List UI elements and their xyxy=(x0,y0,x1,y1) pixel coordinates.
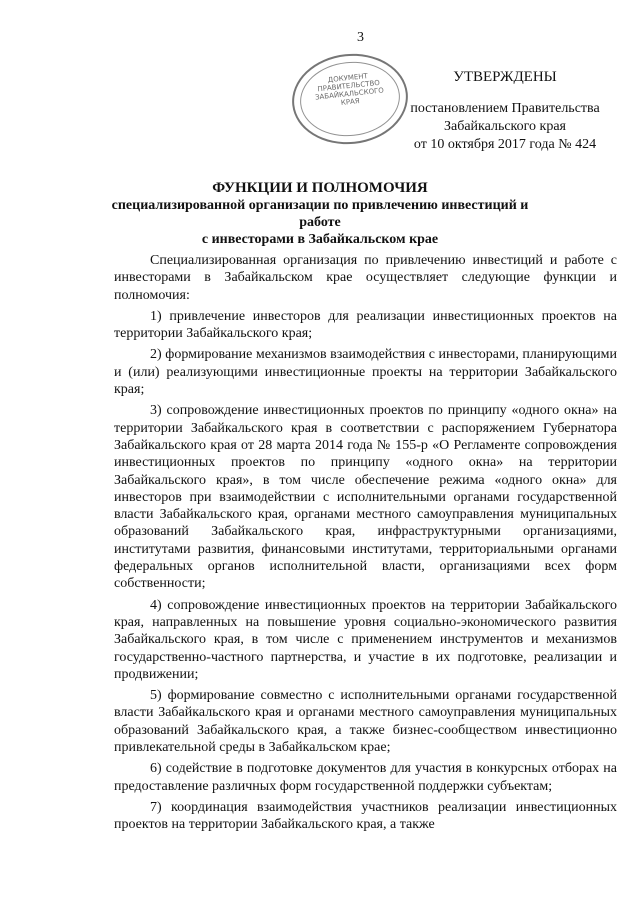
paragraph-item-4: 4) сопровождение инвестиционных проектов на территории Забайкальского края, направленных на повышение уровня социально-экономического развития Забайкальского края, в том числе с применением инструментов и механизмов государственно-частного партнерства, и участие в их подготовке, реализации и продвижении; xyxy=(114,597,617,682)
document-title: ФУНКЦИИ И ПОЛНОМОЧИЯ xyxy=(212,180,428,196)
document-subtitle-2: с инвесторами в Забайкальском крае xyxy=(201,232,439,247)
document-body xyxy=(114,252,617,838)
approval-line-2: Забайкальского края xyxy=(443,119,566,134)
paragraph-item-2: 2) формирование механизмов взаимодействия с инвесторами, планирующими и (или) реализующими инвестиционные проекты на территории Забайкальского края; xyxy=(114,347,617,398)
paragraph-item-5: 5) формирование совместно с исполнительными органами государственной власти Забайкальского края и органами местного самоуправления муниципальных образований Забайкальского края, а также бизнес-сообществом инвестиционно привлекательной среды в Забайкальском крае; xyxy=(114,688,617,756)
approval-block xyxy=(395,68,615,154)
paragraph-item-7: 7) координация взаимодействия участников реализации инвестиционных проектов на территории Забайкальского края, а также xyxy=(114,799,617,833)
paragraph-item-6: 6) содействие в подготовке документов для участия в конкурсных отборах на предоставление различных форм государственной поддержки субъектам; xyxy=(114,761,617,794)
document-title-block xyxy=(110,180,530,248)
approval-heading: УТВЕРЖДЕНЫ xyxy=(453,69,557,85)
page-number: 3 xyxy=(357,30,364,45)
paragraph-intro: Специализированная организация по привлечению инвестиций и работе с инвесторами в Забайкальском крае осуществляет следующие функции и полномочия: xyxy=(114,253,617,303)
paragraph-item-3: 3) сопровождение инвестиционных проектов по принципу «одного окна» на территории Забайкальского края в соответствии с распоряжением Губернатора Забайкальского края от 28 марта 2014 года № 155-р «О Регламенте сопровождения инвестиционных проектов по принципу «одного окна» на территории Забайкальского края», в том числе обеспечение режима «одного окна» для инвесторов при взаимодействии с исполнительными органами государственной власти Забайкальского края, органами местного самоуправления муниципальных образований Забайкальского края, инфраструктурными организациями, институтами развития, финансовыми институтами, территориальными органами федеральных органов исполнительной власти, организациями всех форм собственности; xyxy=(114,403,617,592)
paragraph-item-1: 1) привлечение инвесторов для реализации инвестиционных проектов на территории Забайкальского края; xyxy=(114,308,617,342)
official-stamp xyxy=(288,48,413,150)
document-subtitle-1: специализированной организации по привлечению инвестиций и работе xyxy=(111,198,529,230)
approval-line-1: постановлением Правительства xyxy=(410,101,600,116)
approval-line-3: от 10 октября 2017 года № 424 xyxy=(413,137,597,152)
stamp-text: ДОКУМЕНТ ПРАВИТЕЛЬСТВО ЗАБАЙКАЛЬСКОГО КРАЯ xyxy=(314,72,385,107)
